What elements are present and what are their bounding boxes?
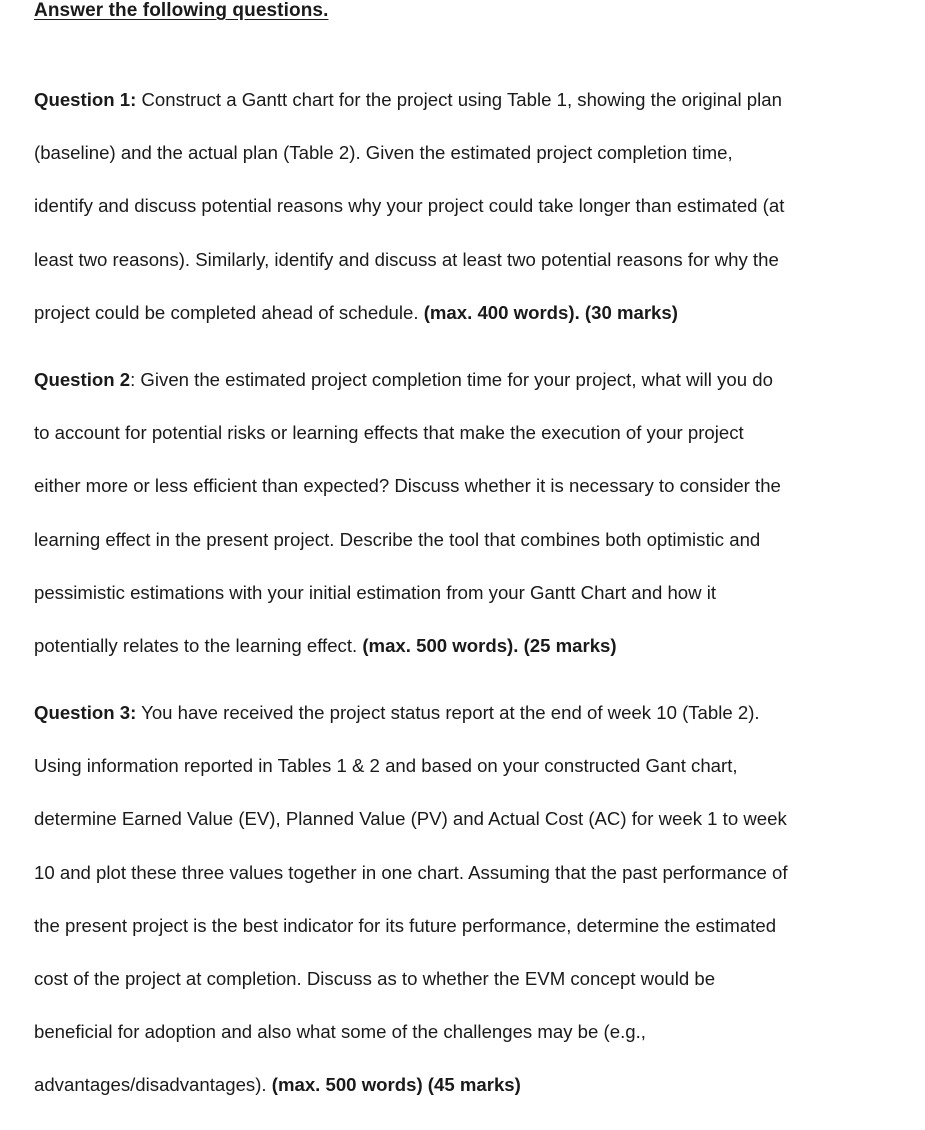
question-3-marks: (max. 500 words) (45 marks): [271, 1074, 521, 1096]
question-2-line-3: either more or less efficient than expected? Discuss whether it is necessary to consider the: [34, 475, 781, 497]
question-1-line-5: [34, 302, 874, 355]
question-2-line-5: pessimistic estimations with your initial estimation from your Gantt Chart and how it: [34, 581, 717, 603]
question-3-line-5: the present project is the best indicator for its future performance, determine the estimated: [34, 914, 777, 936]
question-3-line-4: 10 and plot these three values together in one chart. Assuming that the past performance of: [34, 861, 788, 883]
question-3-line-3: determine Earned Value (EV), Planned Value (PV) and Actual Cost (AC) for week 1 to week: [34, 808, 787, 830]
question-3-line-6: cost of the project at completion. Discuss as to whether the EVM concept would be: [34, 967, 716, 989]
page-heading: Answer the following questions.: [34, 0, 329, 21]
question-3-line-2: Using information reported in Tables 1 & 2 and based on your constructed Gant chart,: [34, 755, 738, 777]
question-3-line-1: [34, 702, 874, 755]
question-1: [34, 89, 874, 355]
question-2-marks: (max. 500 words). (25 marks): [362, 634, 617, 656]
question-3-line-7: beneficial for adoption and also what some of the challenges may be (e.g.,: [34, 1021, 646, 1043]
question-1-line-3: identify and discuss potential reasons why your project could take longer than estimated (at: [34, 195, 785, 217]
question-3-label-suffix: :: [130, 702, 137, 723]
question-3-text-line-8: advantages/disadvantages).: [34, 1074, 272, 1096]
question-3: [34, 702, 874, 1128]
question-1-label: Question 1: [34, 89, 131, 110]
question-1-text-line-1: Construct a Gantt chart for the project using Table 1, showing the original plan: [136, 89, 782, 110]
question-1-label-suffix: :: [130, 89, 137, 110]
question-1-marks: (max. 400 words). (30 marks): [423, 301, 678, 323]
question-2-line-6: [34, 635, 874, 688]
question-1-line-4: least two reasons). Similarly, identify and discuss at least two potential reasons for why the: [34, 248, 779, 270]
question-1-line-1: [34, 89, 874, 142]
question-3-line-8: [34, 1074, 874, 1127]
question-1-text-line-5: project could be completed ahead of schedule.: [34, 301, 424, 323]
question-2-line-2: to account for potential risks or learning effects that make the execution of your project: [34, 422, 744, 444]
question-2-line-4: learning effect in the present project. Describe the tool that combines both optimistic and: [34, 528, 761, 550]
question-1-line-2: (baseline) and the actual plan (Table 2). Given the estimated project completion time,: [34, 142, 733, 164]
question-3-label: Question 3: [34, 702, 131, 723]
question-3-text-line-1: You have received the project status report at the end of week 10 (Table 2).: [136, 702, 760, 723]
question-2-text-line-1: Given the estimated project completion time for your project, what will you do: [135, 369, 773, 390]
question-2-line-1: [34, 369, 874, 422]
question-2-label-suffix: :: [130, 369, 136, 390]
question-2-label: Question 2: [34, 369, 131, 390]
question-2: [34, 369, 874, 688]
question-2-text-line-6: potentially relates to the learning effect.: [34, 634, 363, 656]
